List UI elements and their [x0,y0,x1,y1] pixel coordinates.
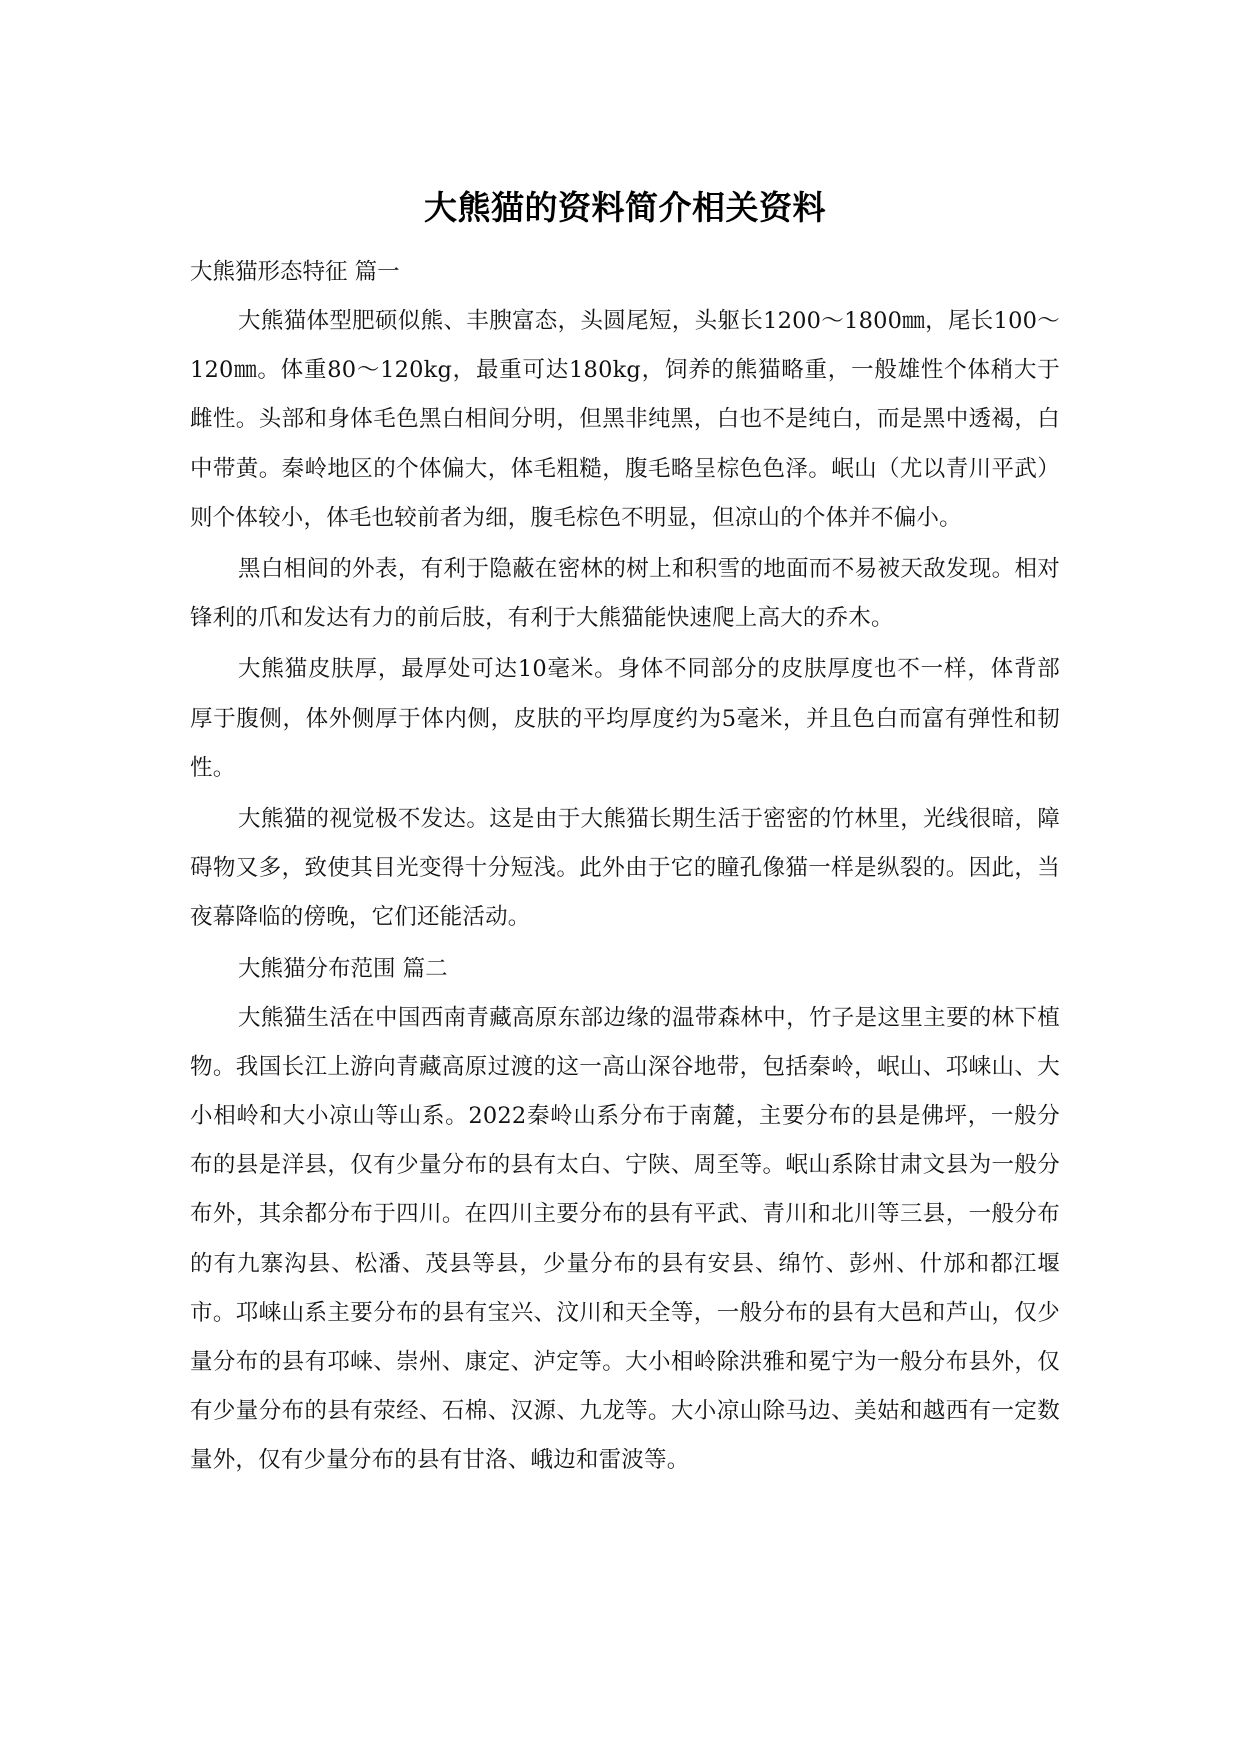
document-body [190,186,1060,1488]
section-heading-1: 大熊猫形态特征 篇一 [190,259,400,285]
paragraph: 大熊猫皮肤厚，最厚处可达10毫米。身体不同部分的皮肤厚度也不一样，体背部厚于腹侧，体外侧厚于体内侧，皮肤的平均厚度约为5毫米，并且色白而富有弹性和韧性。 [190,656,1060,781]
paragraph: 大熊猫生活在中国西南青藏高原东部边缘的温带森林中，竹子是这里主要的林下植物。我国长江上游向青藏高原过渡的这一高山深谷地带，包括秦岭，岷山、邛崃山、大小相岭和大小凉山等山系。2022秦岭山系分布于南麓，主要分布的县是佛坪，一般分布的县是洋县，仅有少量分布的县有太白、宁陕、周至等。岷山系除甘肃文县为一般分布外，其余都分布于四川。在四川主要分布的县有平武、青川和北川等三县，一般分布的有九寨沟县、松潘、茂县等县，少量分布的县有安县、绵竹、彭州、什邡和都江堰市。邛崃山系主要分布的县有宝兴、汶川和天全等，一般分布的县有大邑和芦山，仅少量分布的县有邛崃、崇州、康定、泸定等。大小相岭除洪雅和冕宁为一般分布县外，仅有少量分布的县有荥经、石棉、汉源、九龙等。大小凉山除马边、美姑和越西有一定数量外，仅有少量分布的县有甘洛、峨边和雷波等。 [190,1004,1060,1474]
paragraph: 大熊猫的视觉极不发达。这是由于大熊猫长期生活于密密的竹林里，光线很暗，障碍物又多，致使其目光变得十分短浅。此外由于它的瞳孔像猫一样是纵裂的。因此，当夜幕降临的傍晚，它们还能活动。 [190,806,1060,931]
document-title: 大熊猫的资料简介相关资料 [424,188,826,227]
paragraph: 大熊猫体型肥硕似熊、丰腴富态，头圆尾短，头躯长1200～1800㎜，尾长100～120㎜。体重80～120kg，最重可达180kg，饲养的熊猫略重，一般雄性个体稍大于雌性。头部和身体毛色黑白相间分明，但黑非纯黑，白也不是纯白，而是黑中透褐，白中带黄。秦岭地区的个体偏大，体毛粗糙，腹毛略呈棕色色泽。岷山（尤以青川平武）则个体较小，体毛也较前者为细，腹毛棕色不明显，但凉山的个体并不偏小。 [190,308,1060,531]
paragraph: 黑白相间的外表，有利于隐蔽在密林的树上和积雪的地面而不易被天敌发现。相对锋利的爪和发达有力的前后肢，有利于大熊猫能快速爬上高大的乔木。 [190,556,1060,632]
section-heading-2: 大熊猫分布范围 篇二 [238,955,448,982]
